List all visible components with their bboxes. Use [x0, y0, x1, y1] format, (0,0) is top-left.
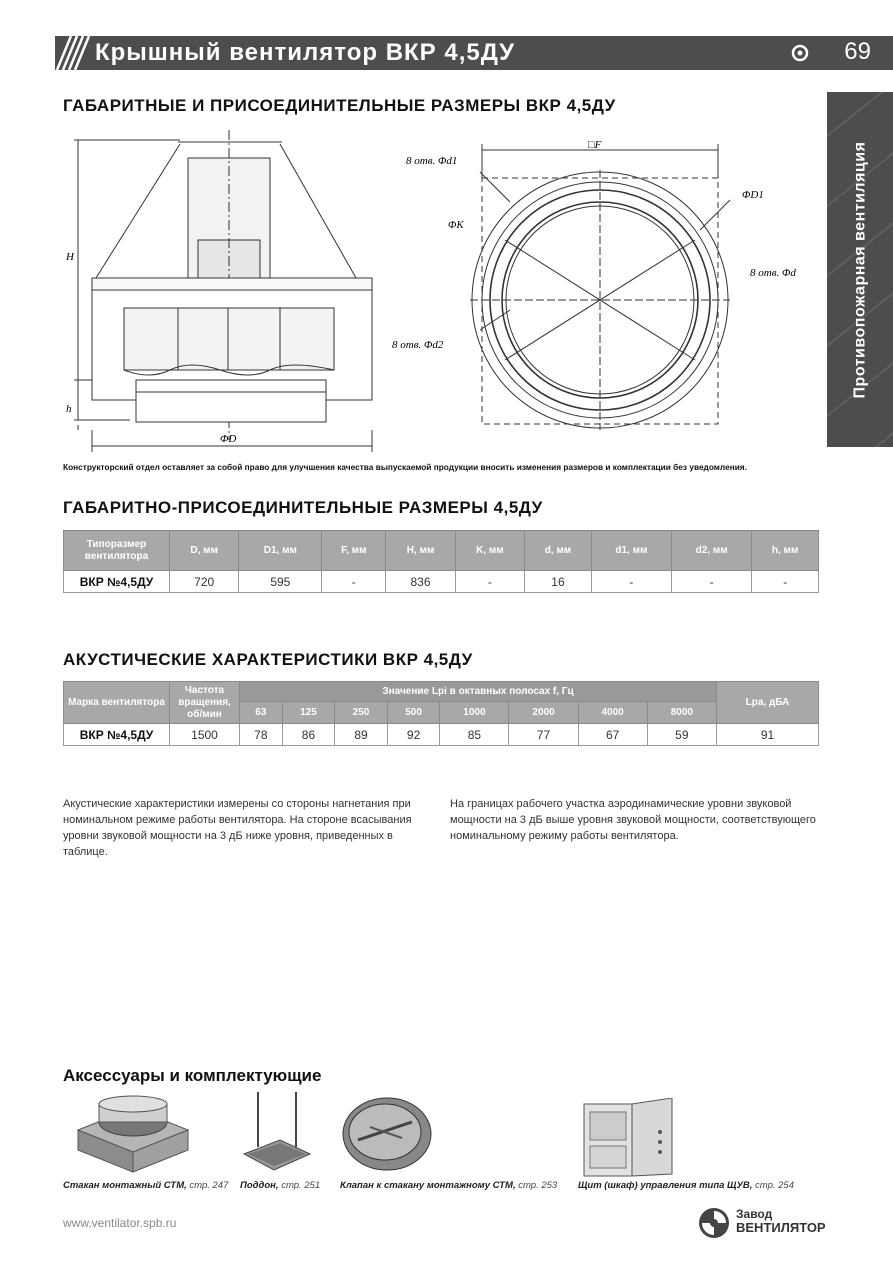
brand-swirl-icon [696, 1205, 732, 1241]
label-D1: ΦD1 [742, 189, 764, 201]
freq-header: 4000 [578, 702, 647, 724]
freq-header: 1000 [440, 702, 509, 724]
col-header: F, мм [322, 531, 386, 571]
table-cell: 720 [170, 571, 239, 593]
table-cell: 77 [509, 724, 578, 746]
table-header-row [64, 531, 819, 571]
accessory-page: стр. 251 [281, 1180, 321, 1191]
label-d1: 8 отв. Φd1 [406, 155, 458, 167]
col-header: K, мм [455, 531, 524, 571]
table-cell: - [672, 571, 752, 593]
table-header-row [64, 682, 819, 702]
freq-header: 8000 [647, 702, 716, 724]
accessory-name: Поддон, [240, 1180, 279, 1191]
col-header: D, мм [170, 531, 239, 571]
label-D: ΦD [220, 433, 237, 445]
control-cabinet-image [578, 1098, 678, 1180]
table-row [64, 571, 819, 593]
freq-header: 250 [335, 702, 388, 724]
accessory-caption-tray[interactable] [240, 1180, 320, 1191]
label-H: H [66, 251, 74, 263]
col-header: d1, мм [591, 531, 671, 571]
brand-line1: Завод [736, 1207, 773, 1221]
table-cell: 595 [239, 571, 322, 593]
side-tab-label: Противопожарная вентиляция [851, 141, 868, 398]
accessory-page: стр. 247 [189, 1180, 229, 1191]
disclaimer-note: Конструкторский отдел оставляет за собой право для улучшения качества выпускаемой продукции вносить изменения размеров и комплектации без уведомления. [63, 462, 747, 472]
table-cell: 89 [335, 724, 388, 746]
table-cell: ВКР №4,5ДУ [64, 571, 170, 593]
page-header [55, 36, 893, 70]
col-header: D1, мм [239, 531, 322, 571]
table-cell: - [591, 571, 671, 593]
freq-header: 63 [240, 702, 283, 724]
table-cell: - [455, 571, 524, 593]
label-h: h [66, 403, 72, 415]
paragraph-left: Акустические характеристики измерены со стороны нагнетания при номинальном режиме работы вентилятора. На стороне всасывания уровни звуковой мощности на 3 дБ ниже уровня, приведенных в таблице. [63, 798, 412, 858]
freq-header: 500 [387, 702, 440, 724]
page-number: 69 [844, 38, 871, 65]
label-K: ΦK [448, 219, 464, 231]
brand-logo [696, 1205, 826, 1241]
table-cell: 92 [387, 724, 440, 746]
table-cell: 86 [282, 724, 335, 746]
col-header-lpa: Lpa, дБА [717, 682, 819, 724]
header-stripes-icon [55, 36, 93, 70]
side-tab [827, 92, 893, 447]
col-header: H, мм [386, 531, 455, 571]
accessory-name: Стакан монтажный СТМ, [63, 1180, 187, 1191]
table-cell: - [752, 571, 819, 593]
section-title-acoustic: АКУСТИЧЕСКИЕ ХАРАКТЕРИСТИКИ ВКР 4,5ДУ [63, 650, 473, 669]
acoustic-table [63, 681, 819, 746]
accessory-name: Щит (шкаф) управления типа ЩУВ, [578, 1180, 753, 1191]
accessory-page: стр. 253 [518, 1180, 558, 1191]
col-header: h, мм [752, 531, 819, 571]
accessory-name: Клапан к стакану монтажному СТМ, [340, 1180, 516, 1191]
website-link[interactable]: www.ventilator.spb.ru [63, 1216, 177, 1230]
freq-header: 2000 [509, 702, 578, 724]
table-cell: 91 [717, 724, 819, 746]
section-title-dimensions: ГАБАРИТНЫЕ И ПРИСОЕДИНИТЕЛЬНЫЕ РАЗМЕРЫ ВКР 4,5ДУ [63, 96, 616, 115]
col-header: d, мм [525, 531, 592, 571]
page-title: Крышный вентилятор ВКР 4,5ДУ [95, 39, 516, 66]
brand-line2: ВЕНТИЛЯТОР [736, 1220, 826, 1235]
brand-swirl-icon [791, 44, 809, 62]
table-cell: 59 [647, 724, 716, 746]
table-row [64, 724, 819, 746]
paragraph-right: На границах рабочего участка аэродинамические уровни звуковой мощности на 3 дБ выше уровня звуковой мощности, соответствующего номинальному режиму работы вентилятора. [450, 798, 816, 842]
col-header-model: Марка вентилятора [64, 682, 170, 724]
label-F: □F [588, 139, 602, 151]
col-header: Типоразмер вентилятора [64, 531, 170, 571]
label-d: 8 отв. Φd [750, 267, 796, 279]
freq-header: 125 [282, 702, 335, 724]
table-cell: 16 [525, 571, 592, 593]
col-header-group: Значение Lpi в октавных полосах f, Гц [240, 682, 717, 702]
accessory-page: стр. 254 [755, 1180, 794, 1191]
mounting-sleeve-image [68, 1090, 198, 1175]
damper-valve-image [340, 1092, 435, 1177]
table-cell: 836 [386, 571, 455, 593]
accessory-caption-damper[interactable] [340, 1180, 557, 1191]
dimensions-table [63, 530, 819, 593]
accessory-caption-cabinet[interactable] [578, 1180, 794, 1191]
accessory-caption-sleeve[interactable] [63, 1180, 228, 1191]
col-header-speed: Частота вращения, об/мин [170, 682, 240, 724]
col-header: d2, мм [672, 531, 752, 571]
section-title-dims-table: ГАБАРИТНО-ПРИСОЕДИНИТЕЛЬНЫЕ РАЗМЕРЫ 4,5ДУ [63, 498, 543, 517]
table-cell: 1500 [170, 724, 240, 746]
fan-side-view-drawing [60, 130, 380, 460]
label-d2: 8 отв. Φd2 [392, 339, 444, 351]
tray-image [240, 1092, 312, 1177]
table-cell: ВКР №4,5ДУ [64, 724, 170, 746]
table-cell: - [322, 571, 386, 593]
table-cell: 67 [578, 724, 647, 746]
fan-top-view-drawing [390, 130, 810, 440]
table-cell: 85 [440, 724, 509, 746]
accessories-title: Аксессуары и комплектующие [63, 1066, 322, 1085]
table-cell: 78 [240, 724, 283, 746]
